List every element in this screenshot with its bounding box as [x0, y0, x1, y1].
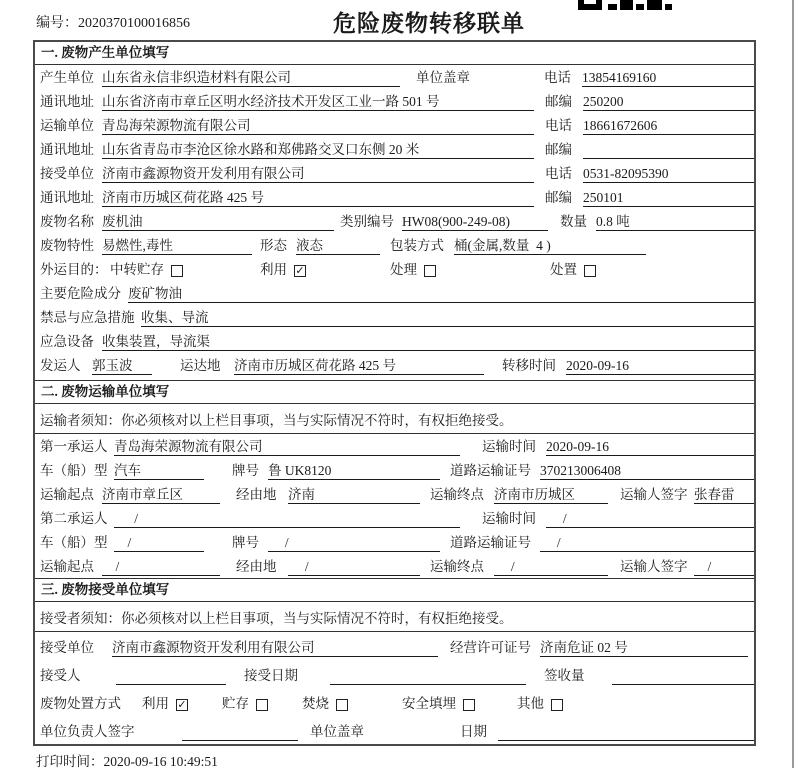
transfer-time-value: 2020-09-16: [566, 356, 754, 375]
waste-name-label: 废物名称: [40, 214, 94, 229]
row-producer-address: [35, 89, 754, 113]
row-route-2: [35, 554, 754, 578]
hazard-components-label: 主要危险成分: [40, 286, 121, 301]
option-label: 处置: [550, 262, 577, 277]
acceptor-value: [116, 666, 226, 685]
route-via-2-value: /: [288, 557, 420, 576]
section-producer: [35, 42, 754, 380]
vehicle-type-label: 车（船）型: [40, 463, 108, 478]
producer-unit-value: 山东省永信非织造材料有限公司: [102, 68, 400, 87]
received-quantity-label: 签收量: [544, 668, 585, 683]
route-via-label: 经由地: [236, 559, 277, 574]
option-label: 安全填埋: [402, 696, 456, 711]
checkbox-storage: [256, 699, 268, 711]
carrier-signature-2-value: /: [694, 557, 754, 576]
print-time-value: 2020-09-16 10:49:51: [103, 754, 218, 769]
vehicle-type-label: 车（船）型: [40, 535, 108, 550]
checkbox-incinerate: [336, 699, 348, 711]
category-code-value: HW08(900-249-08): [402, 212, 548, 231]
received-quantity-value: [612, 666, 754, 685]
quantity-value: 0.8 吨: [596, 212, 754, 231]
plate-label: 牌号: [232, 535, 259, 550]
carrier-signature-label: 运输人签字: [620, 559, 688, 574]
vehicle-type-2-value: /: [114, 533, 204, 552]
plate-value: 鲁 UK8120: [268, 461, 440, 480]
option-label: 利用: [142, 696, 169, 711]
dispatcher-value: 郭玉波: [92, 356, 152, 375]
transport-time-2-value: /: [546, 509, 754, 528]
row-route-1: [35, 482, 754, 506]
road-permit-label: 道路运输证号: [450, 535, 531, 550]
destination-label: 运达地: [180, 358, 221, 373]
print-time-label: 打印时间：: [36, 754, 104, 769]
row-vehicle-1: [35, 458, 754, 482]
form-serial-number: [36, 12, 190, 32]
option-label: 贮存: [222, 696, 249, 711]
accept-date-label: 接受日期: [244, 668, 298, 683]
row-acceptance: [35, 660, 754, 688]
phone-label: 电话: [545, 166, 572, 181]
purpose-option-storage: [110, 260, 260, 279]
transporter-unit-value: 青岛海荣源物流有限公司: [102, 116, 534, 135]
category-code-label: 类别编号: [340, 214, 394, 229]
option-label: 处理: [390, 262, 417, 277]
producer-phone-value: 13854169160: [582, 68, 754, 87]
row-emergency-measures: [35, 305, 754, 329]
row-receiver-address: [35, 185, 754, 209]
packing-value: 桶(金属,数量 4 ): [454, 236, 646, 255]
row-first-carrier: [35, 434, 754, 458]
row-vehicle-2: [35, 530, 754, 554]
transporter-unit-label: 运输单位: [40, 118, 94, 133]
receiver-address-value: 济南市历城区荷花路 425 号: [102, 188, 534, 207]
option-label: 其他: [517, 696, 544, 711]
checkbox-storage: [171, 265, 183, 277]
print-time: [36, 750, 218, 770]
carrier-signature-label: 运输人签字: [620, 487, 688, 502]
section1-header: 一. 废物产生单位填写: [35, 42, 754, 65]
row-transfer-purpose: [35, 257, 754, 281]
row-receiver-unit: [35, 161, 754, 185]
first-carrier-value: 青岛海荣源物流有限公司: [114, 437, 460, 456]
accept-unit-label: 接受单位: [40, 640, 94, 655]
receiver-unit-value: 济南市鑫源物资开发利用有限公司: [102, 164, 534, 183]
route-start-value: 济南市章丘区: [102, 485, 220, 504]
producer-unit-label: 产生单位: [40, 70, 94, 85]
unit-seal-label: 单位盖章: [416, 70, 470, 85]
receiver-notice-text: 接受者须知：你必须核对以上栏目事项，当与实际情况不符时，有权拒绝接受。: [40, 610, 513, 626]
postcode-label: 邮编: [545, 142, 572, 157]
purpose-option-treat: [390, 260, 550, 279]
row-transporter-unit: [35, 113, 754, 137]
serial-value: 2020370100016856: [78, 16, 190, 31]
emergency-equipment-label: 应急设备: [40, 334, 94, 349]
quantity-label: 数量: [560, 214, 587, 229]
destination-value: 济南市历城区荷花路 425 号: [234, 356, 484, 375]
address-label: 通讯地址: [40, 94, 94, 109]
row-waste-name: [35, 209, 754, 233]
receiver-postcode-value: 250101: [583, 188, 754, 207]
address-label: 通讯地址: [40, 142, 94, 157]
route-end-2-value: /: [494, 557, 608, 576]
license-number-label: 经营许可证号: [450, 640, 531, 655]
disposal-option-landfill: [402, 694, 517, 713]
purpose-label: 外运目的：: [40, 262, 108, 277]
form-state-value: 液态: [296, 236, 380, 255]
checkbox-dispose: [584, 265, 596, 277]
second-carrier-label: 第二承运人: [40, 511, 108, 526]
responsible-signature-label: 单位负责人签字: [40, 724, 135, 739]
row-receiver-license: [35, 632, 754, 660]
receiver-phone-value: 0531-82095390: [583, 164, 754, 183]
checkbox-utilize-checked: ✓: [177, 699, 187, 711]
section-transporter: [35, 380, 754, 578]
date-value: [498, 722, 754, 741]
disposal-option-storage: [222, 694, 302, 713]
emergency-equipment-value: 收集装置，导流渠: [102, 332, 754, 351]
route-start-2-value: /: [102, 557, 220, 576]
disposal-method-label: 废物处置方式: [40, 696, 121, 711]
row-waste-characteristics: [35, 233, 754, 257]
postcode-label: 邮编: [545, 190, 572, 205]
date-label: 日期: [460, 724, 487, 739]
page-right-edge: [792, 0, 794, 768]
second-carrier-value: /: [114, 509, 460, 528]
accept-unit-value: 济南市鑫源物资开发利用有限公司: [112, 638, 438, 657]
road-permit-value: 370213006408: [540, 461, 754, 480]
accept-date-value: [330, 666, 526, 685]
route-end-label: 运输终点: [430, 487, 484, 502]
route-end-value: 济南市历城区: [494, 485, 608, 504]
section-receiver: [35, 578, 754, 744]
section2-header: 二. 废物运输单位填写: [35, 381, 754, 404]
transporter-phone-value: 18661672606: [583, 116, 754, 135]
route-start-label: 运输起点: [40, 559, 94, 574]
road-permit-2-value: /: [540, 533, 754, 552]
row-disposal-method: [35, 688, 754, 716]
transfer-time-label: 转移时间: [502, 358, 556, 373]
checkbox-utilize-checked: ✓: [295, 265, 305, 277]
responsible-signature-value: [182, 722, 298, 741]
unit-seal-label: 单位盖章: [310, 724, 364, 739]
row-emergency-equipment: [35, 329, 754, 353]
transporter-notice-text: 运输者须知：你必须核对以上栏目事项，当与实际情况不符时，有权拒绝接受。: [40, 412, 513, 428]
row-second-carrier: [35, 506, 754, 530]
transfer-form-table: [33, 40, 756, 746]
section3-header: 三. 废物接受单位填写: [35, 579, 754, 602]
carrier-signature-value: 张春雷: [694, 485, 754, 504]
address-label: 通讯地址: [40, 190, 94, 205]
producer-address-value: 山东省济南市章丘区明水经济技术开发区工业一路 501 号: [102, 92, 534, 111]
dispatcher-label: 发运人: [40, 358, 81, 373]
emergency-measures-value: 收集、导流: [141, 308, 754, 327]
transport-time-label: 运输时间: [482, 439, 536, 454]
waste-character-value: 易燃性,毒性: [102, 236, 252, 255]
transporter-postcode-value: [583, 140, 754, 159]
waste-character-label: 废物特性: [40, 238, 94, 253]
route-start-label: 运输起点: [40, 487, 94, 502]
receiver-notice: [35, 602, 754, 632]
road-permit-label: 道路运输证号: [450, 463, 531, 478]
row-producer-unit: [35, 65, 754, 89]
route-via-label: 经由地: [236, 487, 277, 502]
checkbox-landfill: [463, 699, 475, 711]
checkbox-other: [551, 699, 563, 711]
route-via-value: 济南: [288, 485, 420, 504]
plate-2-value: /: [268, 533, 440, 552]
row-signatures: [35, 716, 754, 744]
transport-time-label: 运输时间: [482, 511, 536, 526]
disposal-option-other: [517, 694, 563, 713]
acceptor-label: 接受人: [40, 668, 81, 683]
option-label: 中转贮存: [110, 262, 164, 277]
row-transporter-address: [35, 137, 754, 161]
emergency-measures-label: 禁忌与应急措施: [40, 310, 135, 325]
page-title: 危险废物转移联单: [333, 11, 525, 36]
transporter-address-value: 山东省青岛市李沧区徐水路和郑佛路交叉口东侧 20 米: [102, 140, 534, 159]
option-label: 利用: [260, 262, 287, 277]
option-label: 焚烧: [302, 696, 329, 711]
row-hazard-components: [35, 281, 754, 305]
serial-label: 编号：: [36, 16, 78, 31]
packing-label: 包装方式: [390, 238, 444, 253]
form-state-label: 形态: [260, 238, 287, 253]
receiver-unit-label: 接受单位: [40, 166, 94, 181]
route-end-label: 运输终点: [430, 559, 484, 574]
phone-label: 电话: [545, 118, 572, 133]
disposal-option-utilize: [142, 694, 222, 713]
license-number-value: 济南危证 02 号: [540, 638, 748, 657]
checkbox-treat: [424, 265, 436, 277]
producer-postcode-value: 250200: [583, 92, 754, 111]
phone-label: 电话: [544, 70, 571, 85]
transport-time-value: 2020-09-16: [546, 437, 754, 456]
first-carrier-label: 第一承运人: [40, 439, 108, 454]
hazard-components-value: 废矿物油: [128, 284, 754, 303]
purpose-option-utilize: [260, 260, 390, 279]
qr-code-fragment-icon: [578, 0, 672, 11]
plate-label: 牌号: [232, 463, 259, 478]
vehicle-type-value: 汽车: [114, 461, 204, 480]
row-dispatch-info: [35, 353, 754, 377]
purpose-option-dispose: [550, 260, 596, 279]
transporter-notice: [35, 404, 754, 434]
waste-name-value: 废机油: [102, 212, 334, 231]
disposal-option-incinerate: [302, 694, 402, 713]
postcode-label: 邮编: [545, 94, 572, 109]
